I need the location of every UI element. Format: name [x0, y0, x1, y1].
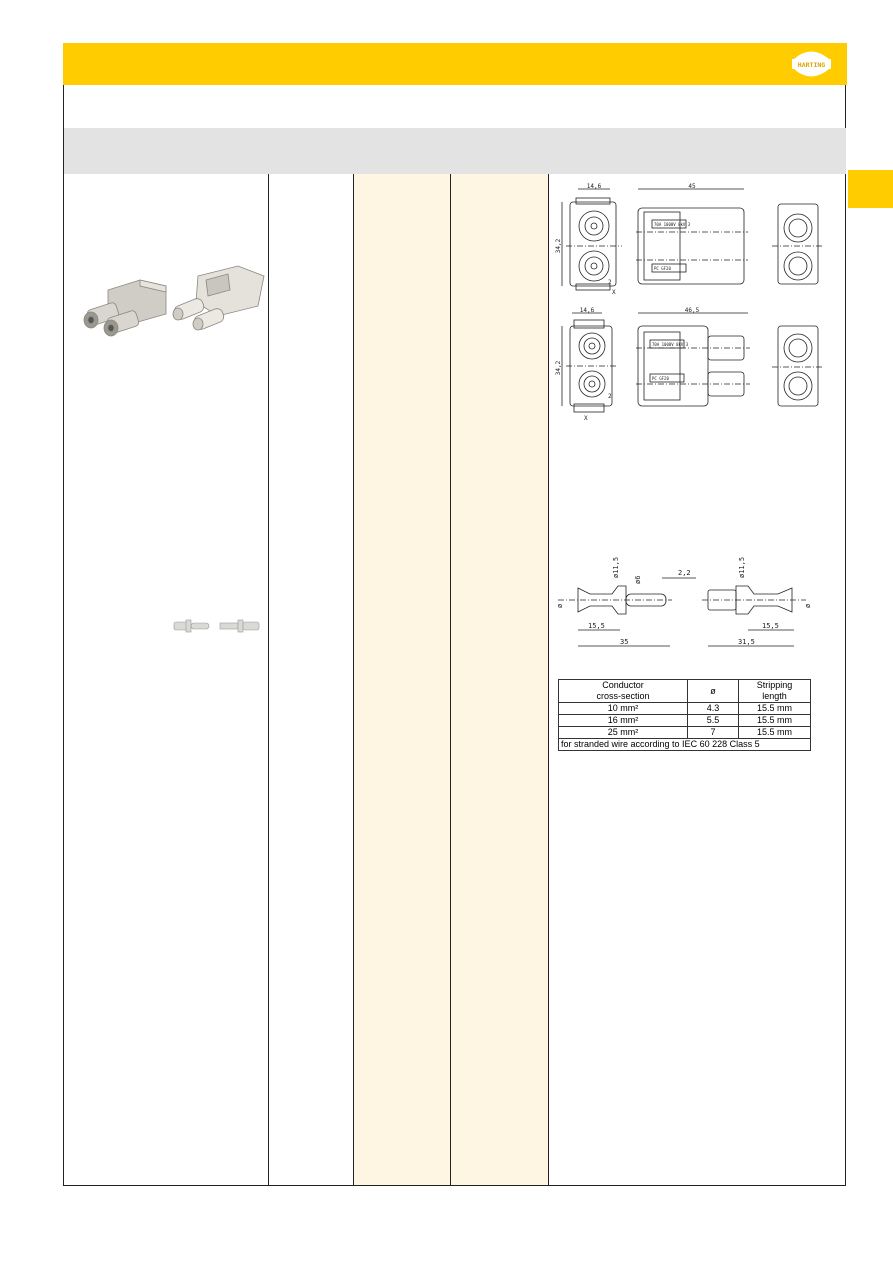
logo-text: HARTING — [797, 61, 826, 69]
label-2: 2 — [608, 393, 612, 400]
header-conductor-line1: Conductor — [602, 680, 644, 690]
column-divider — [548, 174, 549, 1185]
title-band — [64, 128, 846, 174]
column-divider — [353, 174, 354, 1185]
table-row — [559, 703, 811, 715]
female-dim-wire: ø — [804, 603, 812, 608]
section-tab — [848, 170, 893, 208]
female-dia-outer: ø11,5 — [738, 556, 746, 578]
cell-diameter: 7 — [688, 727, 739, 739]
male-dia-outer: ø11,5 — [612, 556, 620, 578]
table-row — [559, 715, 811, 727]
marking-1: 70A 1000V 8kV 3 — [654, 222, 691, 227]
male-strip: 15,5 — [588, 622, 605, 630]
dim-length: 45 — [688, 183, 696, 190]
drawing-bottom — [552, 306, 842, 426]
marking-1: 70A 1000V 8kV 3 — [652, 342, 689, 347]
table-header-row — [559, 680, 811, 703]
cell-section: 16 mm² — [559, 715, 688, 727]
harting-logo — [791, 47, 832, 81]
header-stripping-line2: length — [762, 691, 787, 701]
dim-height: 34,2 — [555, 360, 562, 376]
header-bar — [63, 43, 847, 85]
cell-length: 15.5 mm — [739, 727, 811, 739]
dim-width: 14,6 — [586, 183, 602, 190]
label-x: X — [612, 289, 616, 296]
marking-2: PC GF20 — [652, 376, 669, 381]
marking-2: PC GF20 — [654, 266, 671, 271]
label-x: X — [584, 415, 588, 422]
header-diameter: ø — [688, 680, 739, 703]
cell-length: 15.5 mm — [739, 715, 811, 727]
product-photo — [78, 262, 268, 342]
cell-section: 25 mm² — [559, 727, 688, 739]
cell-diameter: 4.3 — [688, 703, 739, 715]
header-conductor-line2: cross-section — [596, 691, 650, 701]
column-divider — [450, 174, 451, 1185]
cell-diameter: 5.5 — [688, 715, 739, 727]
shaded-column — [354, 174, 549, 1185]
cell-section: 10 mm² — [559, 703, 688, 715]
dim-width: 14,6 — [579, 307, 595, 314]
cell-length: 15.5 mm — [739, 703, 811, 715]
male-dim-wire: ø — [556, 603, 564, 608]
contact-photo — [172, 617, 264, 635]
male-total: 35 — [620, 638, 629, 646]
male-dia-pin: ø6 — [634, 575, 642, 584]
female-total: 31,5 — [738, 638, 755, 646]
wire-table — [558, 679, 811, 751]
drawing-top — [552, 182, 842, 302]
dim-height: 34,2 — [555, 238, 562, 254]
table-note-row — [559, 739, 811, 751]
contact-drawings — [552, 548, 842, 658]
male-dim-22: 2,2 — [678, 569, 691, 577]
table-note: for stranded wire according to IEC 60 228 Class 5 — [559, 739, 811, 751]
header-conductor — [559, 680, 688, 703]
label-2: 2 — [608, 279, 612, 286]
dim-length: 46,5 — [684, 307, 700, 314]
table-row — [559, 727, 811, 739]
female-strip: 15,5 — [762, 622, 779, 630]
header-stripping-line1: Stripping — [756, 680, 793, 690]
header-stripping — [739, 680, 811, 703]
column-divider — [268, 174, 269, 1185]
